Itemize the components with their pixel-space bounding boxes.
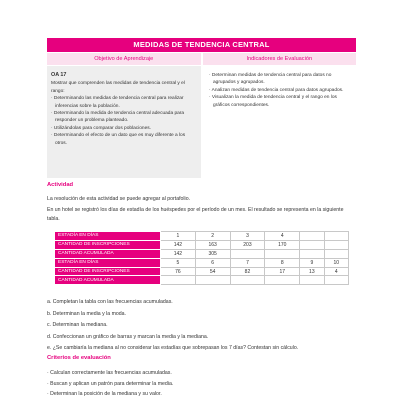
indicator-item: · Visualizan la medida de tendencia central y el rango en los gráficos correspondientes. (209, 95, 337, 108)
table-cell: 1 (161, 232, 196, 241)
table-cell: 142 (161, 249, 196, 258)
table-cell: 3 (230, 232, 265, 241)
indicators-block (201, 66, 356, 178)
table-cell: 2 (195, 232, 230, 241)
table-cell (265, 249, 300, 258)
table-cell (324, 232, 348, 241)
objective-code: OA 17 (51, 72, 67, 78)
row-label: CANTIDAD DE INSCRIPCIONES (55, 240, 161, 249)
table-cell (324, 240, 348, 249)
table-row (55, 267, 349, 276)
table-cell: 82 (230, 267, 265, 276)
objective-block (47, 66, 201, 178)
indicators-column-header: Indicadores de Evaluación (203, 53, 357, 65)
row-label: ESTADÍA EN DÍAS (55, 232, 161, 241)
question-list (47, 297, 298, 355)
objective-item: · Determinando la medida de tendencia central adecuada para responder un problema planteado. (51, 111, 185, 124)
table-cell: 10 (324, 258, 348, 267)
table-row (55, 276, 349, 285)
indicator-item: · Determinan medidas de tendencia central para datos no agrupados y agrupados. (209, 73, 332, 86)
activity-title: Actividad (47, 182, 74, 188)
table-row (55, 240, 349, 249)
table-cell: 305 (195, 249, 230, 258)
table-cell: 6 (195, 258, 230, 267)
table-cell (300, 232, 324, 241)
question-item: b. Determinan la media y la moda. (47, 310, 127, 317)
table-cell: 4 (265, 232, 300, 241)
table-cell: 170 (265, 240, 300, 249)
data-table (54, 231, 349, 285)
table-cell: 5 (161, 258, 196, 267)
row-label: CANTIDAD ACUMULADA (55, 276, 161, 285)
activity-paragraph: La resolución de esta actividad se puede agregar al portafolio. (47, 196, 191, 202)
criteria-item: · Determinan la posición de la mediana y su valor. (47, 391, 162, 398)
objective-intro: Mostrar que comprenden las medidas de tendencia central y el rango: (51, 81, 185, 94)
table-cell: 7 (230, 258, 265, 267)
criteria-title: Criterios de evaluación (47, 355, 111, 361)
criteria-item: · Buscan y aplican un patrón para determinar la media. (47, 380, 174, 387)
indicator-item: · Analizan medidas de tendencia central para datos agrupados. (209, 87, 344, 93)
table-row (55, 232, 349, 241)
row-label: CANTIDAD DE INSCRIPCIONES (55, 267, 161, 276)
question-item: d. Confeccionan un gráfico de barras y marcan la media y la mediana. (47, 333, 209, 340)
question-item: e. ¿Se cambiaría la mediana al no considerar las estadías que sobrepasan los 7 días? Contestan sin cálculo. (47, 345, 299, 352)
table-cell: 163 (195, 240, 230, 249)
table-cell: 142 (161, 240, 196, 249)
table-cell: 76 (161, 267, 196, 276)
page-title: MEDIDAS DE TENDENCIA CENTRAL (47, 38, 356, 52)
row-label: ESTADÍA EN DÍAS (55, 258, 161, 267)
table-row (55, 249, 349, 258)
table-cell: 203 (230, 240, 265, 249)
table-cell (324, 276, 348, 285)
objective-column-header: Objetivo de Aprendizaje (47, 53, 203, 65)
table-row (55, 258, 349, 267)
activity-paragraph: En un hotel se registró los días de estadía de los huéspedes por el período de un mes. El resultado se representa en la siguiente tabla. (47, 207, 344, 222)
objective-item: · Determinando el efecto de un dato que es muy diferente a los otros. (51, 133, 186, 146)
table-cell: 4 (324, 267, 348, 276)
table-cell (265, 276, 300, 285)
table-cell (230, 276, 265, 285)
table-cell: 13 (300, 267, 324, 276)
table-cell (300, 276, 324, 285)
row-label: CANTIDAD ACUMULADA (55, 249, 161, 258)
table-cell: 54 (195, 267, 230, 276)
objectives-panel (47, 66, 356, 178)
objective-item: · Determinando las medidas de tendencia central para realizar inferencias sobre la población. (51, 96, 184, 109)
table-cell: 8 (265, 258, 300, 267)
criteria-item: · Calculan correctamente las frecuencias acumuladas. (47, 370, 172, 376)
question-item: c. Determinan la mediana. (47, 322, 108, 329)
table-cell: 17 (265, 267, 300, 276)
table-cell: 9 (300, 258, 324, 267)
table-cell (300, 249, 324, 258)
criteria-list (47, 368, 173, 400)
objective-item: · Utilizándolas para comparar dos poblaciones. (51, 125, 151, 131)
table-cell (324, 249, 348, 258)
column-headers (47, 53, 356, 65)
question-item: a. Completan la tabla con las frecuencias acumuladas. (47, 299, 173, 305)
table-cell (300, 240, 324, 249)
table-cell (195, 276, 230, 285)
table-cell (161, 276, 196, 285)
table-cell (230, 249, 265, 258)
